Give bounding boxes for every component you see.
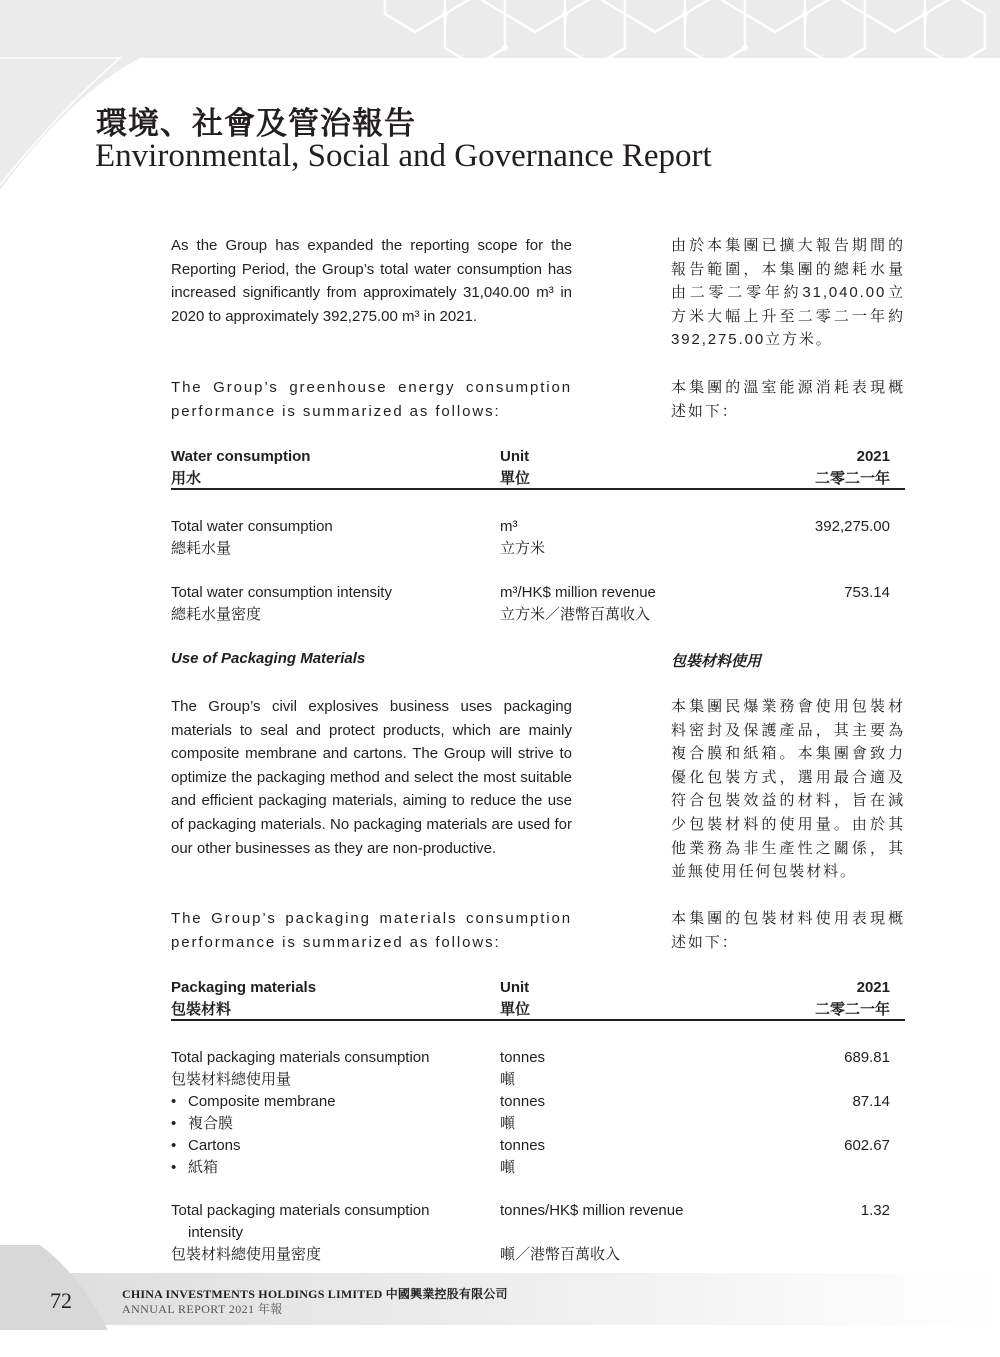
row-value: 87.14	[852, 1093, 890, 1110]
row-label: Total packaging materials consumption 包裝材料總使用量	[171, 1049, 430, 1088]
packaging-intro-en: The Group’s civil explosives business uses packaging materials to seal and protect products, which are mainly composite membrane and cartons. The Group will strive to optimize the packaging method and select the most suitable and efficient packaging materials, aiming to reduce the use of packaging materials. No packaging materials are used for our other businesses as they are non-productive.	[171, 698, 572, 857]
water-table-header	[171, 446, 905, 490]
packaging-summary-zh: 本集團的包裝材料使用表現概述如下：	[671, 910, 905, 951]
row-value: 392,275.00	[814, 518, 890, 535]
bullet-icon: •	[171, 1114, 177, 1132]
bullet-icon: •	[171, 1093, 177, 1110]
section-heading-en: Use of Packaging Materials	[171, 650, 366, 667]
row-label: • Composite membrane • 複合膜	[171, 1091, 336, 1135]
page-number: 72	[50, 1288, 72, 1313]
water-summary-zh: 本集團的溫室能源消耗表現概述如下：	[671, 379, 905, 420]
column-header-year: 2021 二零二一年	[814, 979, 890, 1018]
row-unit: m³ 立方米	[500, 518, 546, 557]
page-title-zh: 環境、社會及管治報告	[96, 106, 416, 142]
column-header-year: 2021 二零二一年	[814, 448, 890, 487]
row-value: 1.32	[860, 1202, 890, 1219]
water-summary-en: The Group’s greenhouse energy consumption performance is summarized as follows:	[171, 379, 572, 420]
row-value: 602.67	[844, 1137, 890, 1154]
packaging-intro-zh: 本集團民爆業務會使用包裝材料密封及保護產品，其主要為複合膜和紙箱。本集團會致力優化包裝方式，選用最合適及符合包裝效益的材料，旨在減少包裝材料的使用量。由於其他業務為非生產性之關係，其並無使用任何包裝材料。	[671, 698, 905, 881]
column-header-item: Packaging materials 包裝材料	[171, 979, 317, 1018]
row-label: Total water consumption 總耗水量	[171, 518, 333, 557]
row-label: • Cartons • 紙箱	[171, 1135, 241, 1179]
row-label: Total packaging materials consumption intensity 包裝材料總使用量密度	[171, 1202, 430, 1263]
row-unit: tonnes 噸	[500, 1137, 546, 1176]
packaging-summary-en: The Group’s packaging materials consumption performance is summarized as follows:	[171, 910, 572, 951]
company-name: CHINA INVESTMENTS HOLDINGS LIMITED 中國興業控股有限公司	[122, 1287, 508, 1301]
row-unit: m³/HK$ million revenue 立方米／港幣百萬收入	[500, 584, 656, 623]
bullet-icon: •	[171, 1158, 177, 1176]
row-unit: tonnes 噸	[500, 1093, 546, 1132]
section-heading-zh: 包裝材料使用	[671, 653, 762, 670]
column-header-unit: Unit 單位	[500, 979, 531, 1018]
column-header-item: Water consumption 用水	[171, 448, 311, 487]
row-value: 689.81	[844, 1049, 890, 1066]
row-unit: tonnes 噸	[500, 1049, 546, 1088]
report-title: ANNUAL REPORT 2021 年報	[122, 1302, 283, 1316]
column-header-unit: Unit 單位	[500, 448, 531, 487]
water-intro-en: As the Group has expanded the reporting scope for the Reporting Period, the Group’s total water consumption has increased significantly from approximately 31,040.00 m³ in 2020 to approximately 392,275.00 m³ in 2021.	[171, 237, 572, 325]
row-label: Total water consumption intensity 總耗水量密度	[171, 584, 392, 623]
water-intro-zh: 由於本集團已擴大報告期間的報告範圍，本集團的總耗水量由二零二零年約31,040.00立方米大幅上升至二零二一年約392,275.00立方米。	[671, 237, 905, 349]
bullet-icon: •	[171, 1137, 177, 1154]
row-unit: tonnes/HK$ million revenue 噸／港幣百萬收入	[500, 1202, 684, 1263]
packaging-table-header	[171, 977, 905, 1021]
row-value: 753.14	[844, 584, 890, 601]
page-title-en: Environmental, Social and Governance Report	[95, 138, 712, 174]
